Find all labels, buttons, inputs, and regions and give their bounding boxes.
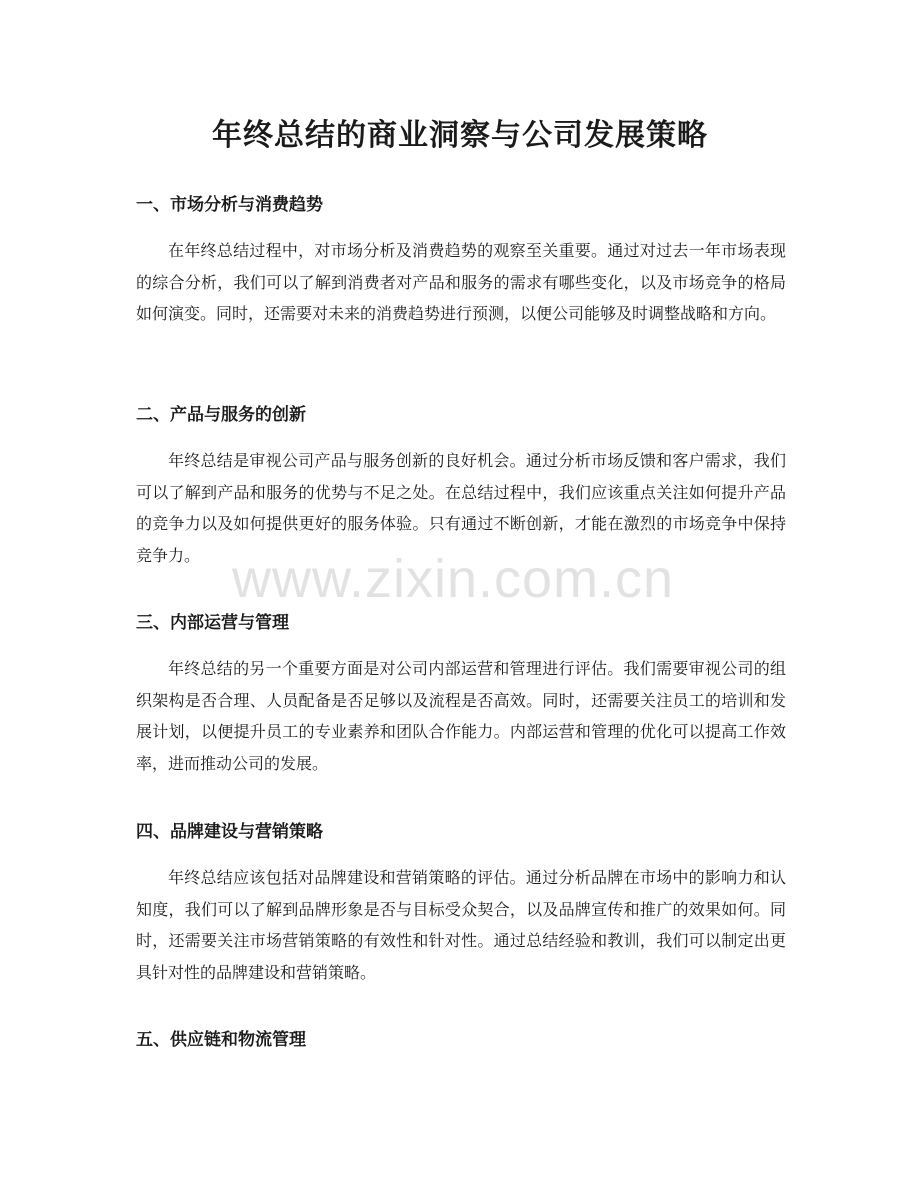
section-paragraph-2: 年终总结是审视公司产品与服务创新的良好机会。通过分析市场反馈和客户需求，我们可以了解到产品和服务的优势与不足之处。在总结过程中，我们应该重点关注如何提升产品的竞争力以及如何提供更好的服务体验。只有通过不断创新，才能在激烈的市场竞争中保持竞争力。: [136, 451, 786, 565]
section-heading-3: 三、内部运营与管理: [136, 613, 289, 633]
section-heading-4: 四、品牌建设与营销策略: [136, 822, 323, 842]
page-title: 年终总结的商业洞察与公司发展策略: [212, 118, 708, 153]
watermark: www.zixin.com.cn: [232, 549, 675, 609]
section-heading-2: 二、产品与服务的创新: [136, 405, 306, 425]
section-heading-5: 五、供应链和物流管理: [136, 1030, 306, 1050]
section-heading-1: 一、市场分析与消费趋势: [136, 195, 323, 215]
section-paragraph-4: 年终总结应该包括对品牌建设和营销策略的评估。通过分析品牌在市场中的影响力和认知度，我们可以了解到品牌形象是否与目标受众契合，以及品牌宣传和推广的效果如何。同时，还需要关注市场营销策略的有效性和针对性。通过总结经验和教训，我们可以制定出更具针对性的品牌建设和营销策略。: [136, 868, 786, 982]
section-paragraph-1: 在年终总结过程中，对市场分析及消费趋势的观察至关重要。通过对过去一年市场表现的综合分析，我们可以了解到消费者对产品和服务的需求有哪些变化，以及市场竞争的格局如何演变。同时，还需要对未来的消费趋势进行预测，以便公司能够及时调整战略和方向。: [136, 241, 786, 323]
section-paragraph-3: 年终总结的另一个重要方面是对公司内部运营和管理进行评估。我们需要审视公司的组织架构是否合理、人员配备是否足够以及流程是否高效。同时，还需要关注员工的培训和发展计划，以便提升员工的专业素养和团队合作能力。内部运营和管理的优化可以提高工作效率，进而推动公司的发展。: [136, 659, 786, 773]
